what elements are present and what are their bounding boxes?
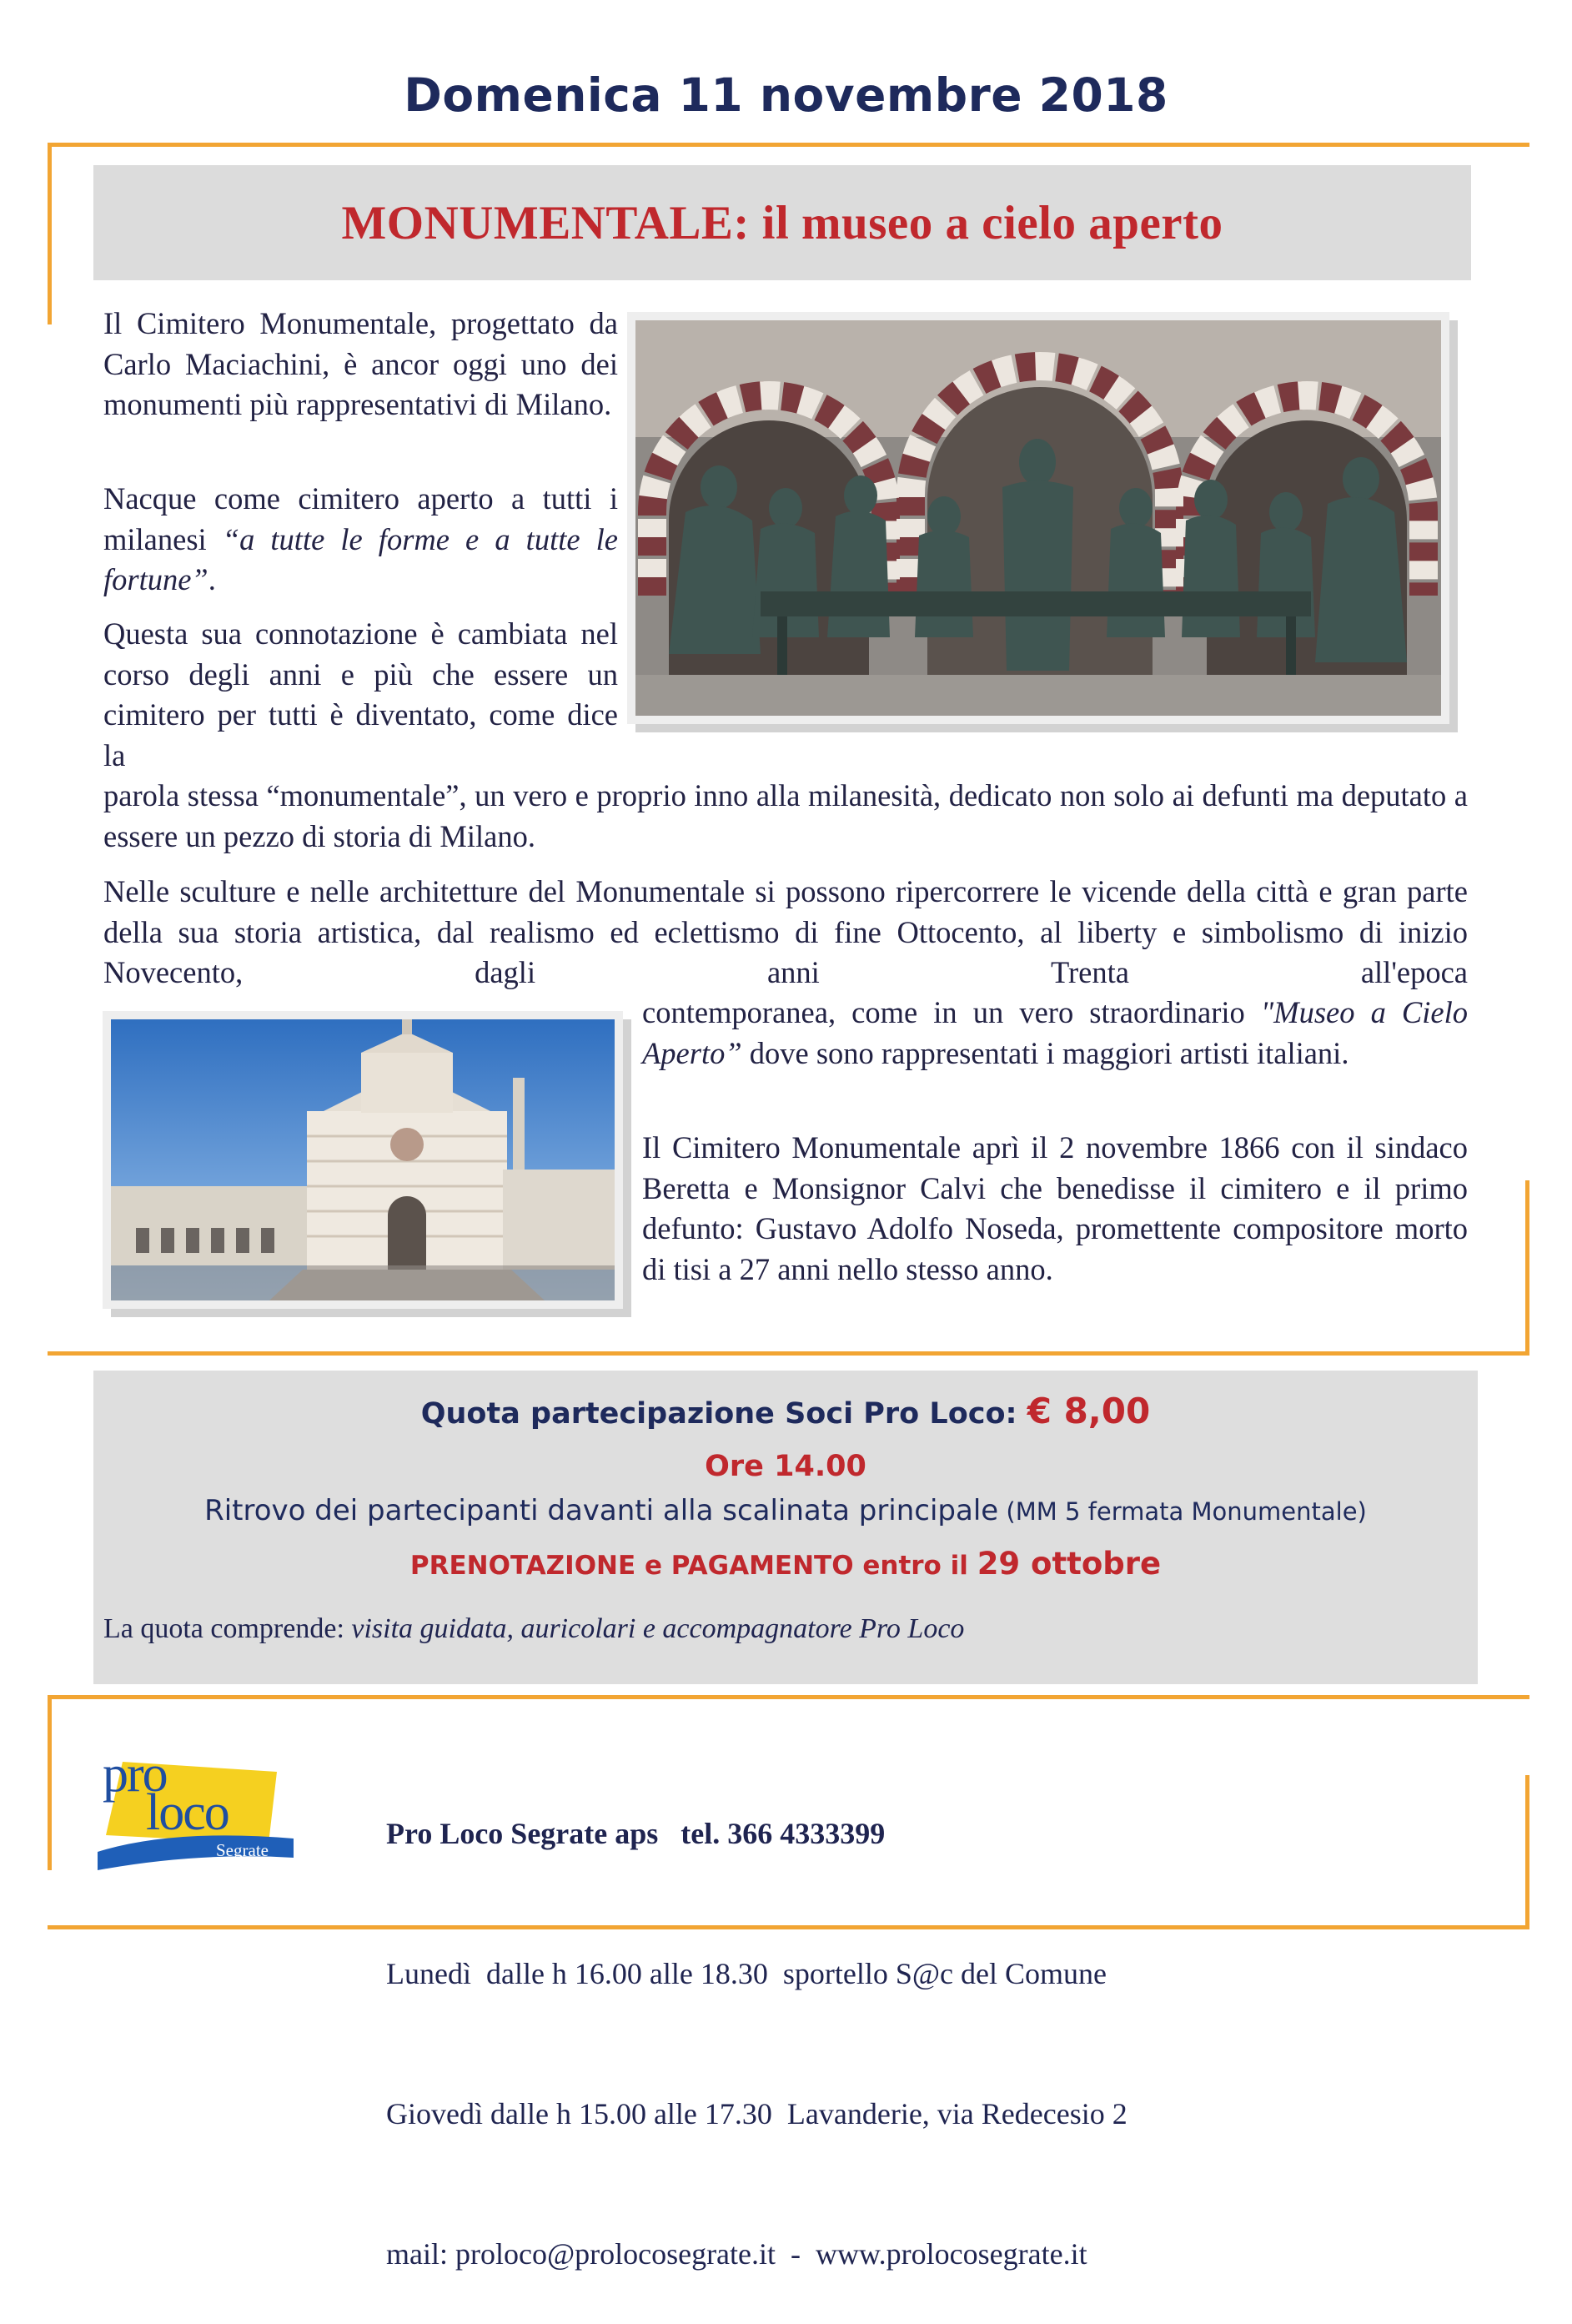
- last-supper-sculpture-photo: [635, 320, 1441, 716]
- booking-date: 29 ottobre: [977, 1546, 1162, 1582]
- mid-right-rule: [1525, 1180, 1529, 1356]
- proloco-logo: [98, 1745, 302, 1870]
- quota-label: Quota partecipazione Soci Pro Loco:: [420, 1397, 1027, 1431]
- page-title: MONUMENTALE: il museo a cielo aperto: [341, 196, 1223, 249]
- info-box: [93, 1371, 1478, 1684]
- article-paragraph-4a: Nelle sculture e nelle architetture del Monumentale si possono ripercorrere le vicende della città e gran parte della sua storia artistica, dal realismo ed eclettismo di fine Ottocento, al liberty e simbolismo di inizio Novecento, dagli anni Trenta all'epoca: [103, 874, 1468, 989]
- booking-text: PRENOTAZIONE e PAGAMENTO entro il: [409, 1551, 977, 1581]
- article-p2-block: [103, 479, 618, 601]
- famedio-photo-frame: [103, 1011, 623, 1309]
- hours-thursday: Giovedì dalle h 15.00 alle 17.30 Lavanderie, via Redecesio 2: [386, 2097, 1128, 2130]
- meeting-place: Ritrovo dei partecipanti davanti alla scalinata principale: [204, 1494, 999, 1527]
- includes-line: [103, 1613, 964, 1645]
- article-paragraph-4b: [642, 993, 1468, 1074]
- top-rule: [48, 143, 1529, 147]
- meeting-line: [93, 1494, 1478, 1527]
- includes-label: La quota comprende:: [103, 1613, 352, 1644]
- p2-text: Nacque come cimitero aperto a tutti i milanesi: [103, 481, 618, 556]
- sculpture-photo-frame: [627, 312, 1449, 724]
- footer-contact: [386, 1717, 1470, 2324]
- article-p3-wide-block: [103, 776, 1468, 857]
- logo-text-pro: pro: [103, 1746, 167, 1803]
- article-paragraph-1: Il Cimitero Monumentale, progettato da Carlo Maciachini, è ancor oggi uno dei monumenti più rappresentativi di Milano.: [103, 306, 618, 421]
- article-paragraph-3a: Questa sua connotazione è cambiata nel corso degli anni e più che essere un cimitero per tutti è diventato, come dice la: [103, 616, 618, 772]
- article-p1-block: [103, 304, 618, 425]
- footer-top-rule: [48, 1695, 1529, 1699]
- includes-items: visita guidata, auricolari e accompagnatore Pro Loco: [351, 1613, 965, 1644]
- org-line: Pro Loco Segrate aps tel. 366 4333399: [386, 1817, 886, 1850]
- meeting-time: Ore 14.00: [705, 1450, 866, 1483]
- title-box: [93, 165, 1471, 280]
- footer-left-rule: [48, 1695, 52, 1870]
- logo-text-city: Segrate: [216, 1840, 269, 1860]
- article-paragraph-2: [103, 479, 618, 601]
- logo-text-loco: loco: [146, 1784, 229, 1841]
- p4-text-a: contemporanea, come in un vero straordinario: [642, 995, 1261, 1029]
- contact-email-web[interactable]: mail: proloco@prolocosegrate.it - www.prolocosegrate.it: [386, 2237, 1087, 2271]
- event-date: Domenica 11 novembre 2018: [404, 68, 1168, 122]
- quota-price: € 8,00: [1027, 1391, 1151, 1431]
- booking-line: [93, 1546, 1478, 1582]
- footer-right-rule: [1525, 1775, 1529, 1929]
- p2-quote: “a tutte le forme e a tutte le fortune”: [103, 521, 618, 596]
- famedio-building-photo: [111, 1019, 615, 1300]
- article-paragraph-5: Il Cimitero Monumentale aprì il 2 novembre 1866 con il sindaco Beretta e Monsignor Calvi che benedisse il cimitero e il primo defunto: Gustavo Adolfo Noseda, promettente compositore morto di tisi a 27 anni nello stesso anno.: [642, 1130, 1468, 1286]
- article-p3-narrow-block: [103, 614, 618, 776]
- article-p4-wide-block: [103, 872, 1468, 993]
- p2-end: .: [208, 562, 216, 596]
- meeting-note: (MM 5 fermata Monumentale): [998, 1497, 1367, 1526]
- hours-monday: Lunedì dalle h 16.00 alle 18.30 sportello S@c del Comune: [386, 1957, 1107, 1990]
- article-paragraph-3b: parola stessa “monumentale”, un vero e proprio inno alla milanesità, dedicato non solo ai defunti ma deputato a essere un pezzo di storia di Milano.: [103, 778, 1468, 853]
- p4-quote: "Museo a Cielo Aperto”: [642, 995, 1468, 1070]
- article-p4-narrow-block: [642, 993, 1468, 1074]
- top-left-rule: [48, 143, 52, 324]
- quota-line: [93, 1391, 1478, 1431]
- article-p5-block: [642, 1128, 1468, 1290]
- mid-bottom-rule: [48, 1351, 1529, 1356]
- p4-text-b: dove sono rappresentati i maggiori artisti italiani.: [741, 1035, 1349, 1070]
